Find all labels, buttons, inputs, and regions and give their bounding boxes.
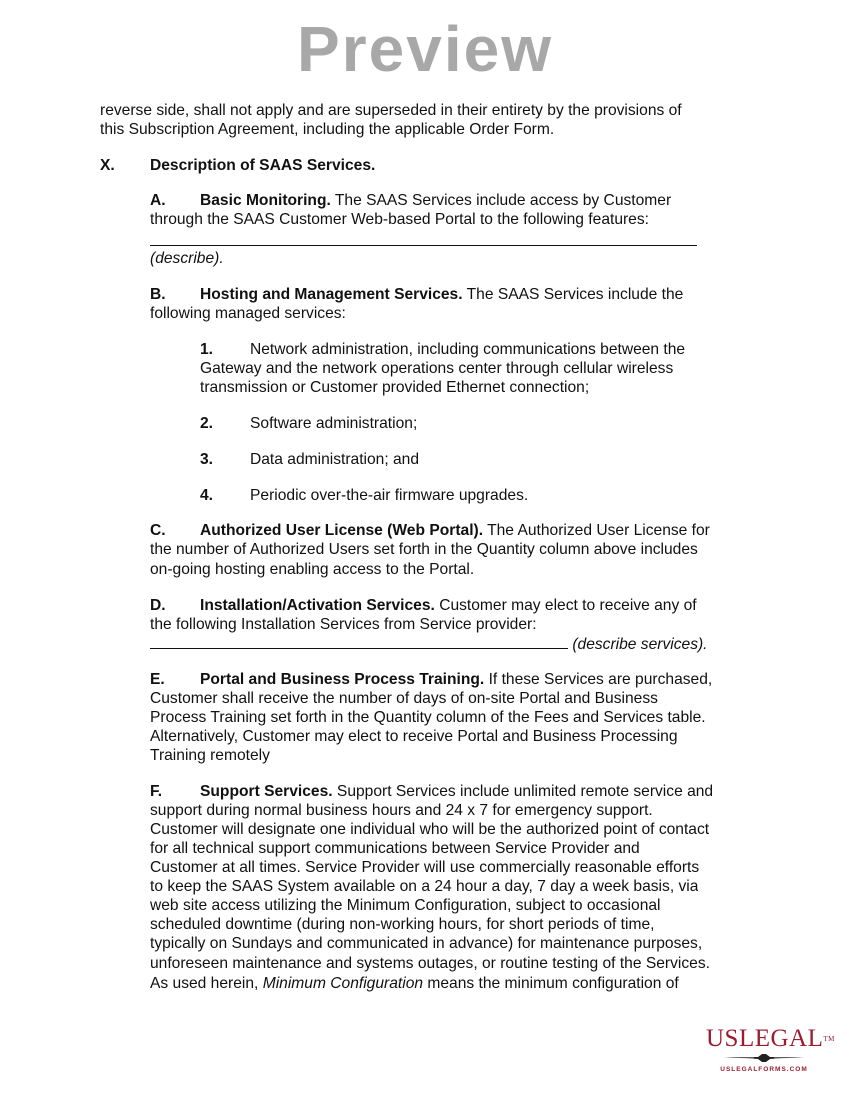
item-c-line-3: on-going hosting enabling access to the Portal.: [150, 561, 475, 578]
item-c-text: The Authorized User License for: [483, 522, 710, 539]
sub-item-4: [200, 486, 528, 505]
item-e-heading: Portal and Business Process Training.: [200, 671, 485, 688]
item-d-describe: (describe services).: [568, 636, 708, 653]
item-f-line-3: Customer will designate one individual who will be the authorized point of contact: [150, 821, 710, 838]
sub-item-3-number: 3.: [200, 451, 214, 468]
eagle-icon: [724, 1053, 804, 1063]
logo-wordmark: [706, 1025, 835, 1052]
item-b-letter: B.: [150, 286, 166, 303]
item-f-heading: Support Services.: [200, 783, 333, 800]
item-f-text: Support Services include unlimited remote service and: [332, 783, 714, 800]
item-a-line-2: through the SAAS Customer Web-based Portal to the following features:: [150, 211, 649, 228]
item-f-letter: F.: [150, 783, 163, 800]
item-f-line-10: unforeseen maintenance and systems outages, or routine testing of the Services.: [150, 955, 710, 972]
item-f-line-11: [150, 974, 679, 993]
sub-item-4-text: Periodic over-the-air firmware upgrades.: [250, 487, 529, 504]
uslegal-logo[interactable]: [706, 1025, 835, 1074]
sub-item-3-text: Data administration; and: [250, 451, 420, 468]
item-a-heading: Basic Monitoring.: [200, 192, 331, 209]
item-b-text: The SAAS Services include the: [462, 286, 684, 303]
sub-item-1-line-2: Gateway and the network operations center through cellular wireless: [200, 360, 674, 377]
item-d-line-1: [150, 596, 697, 615]
intro-line-2: this Subscription Agreement, including the applicable Order Form.: [100, 121, 555, 138]
item-e-line-3: Process Training set forth in the Quantity column of the Fees and Services table.: [150, 709, 706, 726]
item-a-text: The SAAS Services include access by Customer: [330, 192, 672, 209]
item-a-blank-line: [150, 233, 697, 246]
item-f-last-pre: As used herein,: [150, 975, 263, 992]
sub-item-2-text: Software administration;: [250, 415, 418, 432]
item-f-line-4: for all technical support communications between Service Provider and: [150, 840, 640, 857]
item-c-heading: Authorized User License (Web Portal).: [200, 522, 484, 539]
logo-tm: TM: [823, 1035, 835, 1043]
sub-item-1-number: 1.: [200, 341, 214, 358]
sub-item-2: [200, 414, 417, 433]
item-e-line-4: Alternatively, Customer may elect to receive Portal and Business Processing: [150, 728, 678, 745]
item-e-text: If these Services are purchased,: [484, 671, 713, 688]
item-f-defined-term: Minimum Configuration: [262, 975, 424, 992]
item-d-letter: D.: [150, 597, 166, 614]
section-number: X.: [100, 157, 115, 174]
preview-watermark: Preview: [297, 14, 553, 84]
sub-item-3: [200, 450, 419, 469]
logo-brand: USLEGAL: [706, 1025, 824, 1052]
item-f-line-1: [150, 782, 713, 801]
item-f-line-7: web site access utilizing the Minimum Configuration, subject to occasional: [150, 897, 661, 914]
item-b-line-1: [150, 285, 683, 304]
item-f-line-9: typically on Sundays and communicated in advance) for maintenance purposes,: [150, 935, 703, 952]
sub-item-1: [200, 340, 685, 359]
item-f-line-5: Customer at all times. Service Provider will use commercially reasonable efforts: [150, 859, 700, 876]
item-d-blank-line: [150, 634, 568, 649]
item-d-heading: Installation/Activation Services.: [200, 597, 435, 614]
section-heading: [100, 156, 375, 175]
item-b-heading: Hosting and Management Services.: [200, 286, 463, 303]
logo-url[interactable]: USLEGALFORMS.COM: [720, 1066, 808, 1073]
item-e-line-5: Training remotely: [150, 747, 270, 764]
item-f-line-6: to keep the SAAS System available on a 24 hour a day, 7 day a week basis, via: [150, 878, 699, 895]
item-d-line-2: the following Installation Services from Service provider:: [150, 616, 537, 633]
item-a-describe: (describe).: [150, 250, 224, 267]
item-a-line-1: [150, 191, 671, 210]
item-e-letter: E.: [150, 671, 165, 688]
item-f-line-8: scheduled downtime (during non-working hours, for short periods of time,: [150, 916, 655, 933]
intro-line-1: reverse side, shall not apply and are superseded in their entirety by the provisions of: [100, 102, 682, 119]
item-a-letter: A.: [150, 192, 166, 209]
sub-item-2-number: 2.: [200, 415, 214, 432]
item-e-line-1: [150, 670, 712, 689]
item-d-text: Customer may elect to receive any of: [434, 597, 697, 614]
sub-item-1-text: Network administration, including communications between the: [250, 341, 686, 358]
section-title: Description of SAAS Services.: [150, 157, 376, 174]
item-c-line-1: [150, 521, 710, 540]
item-f-line-2: support during normal business hours and 24 x 7 for emergency support.: [150, 802, 653, 819]
item-f-last-post: means the minimum configuration of: [423, 975, 679, 992]
sub-item-4-number: 4.: [200, 487, 214, 504]
item-c-line-2: the number of Authorized Users set forth in the Quantity column above includes: [150, 541, 698, 558]
item-c-letter: C.: [150, 522, 166, 539]
item-e-line-2: Customer shall receive the number of days of on-site Portal and Business: [150, 690, 658, 707]
sub-item-1-line-3: transmission or Customer provided Ethernet connection;: [200, 379, 590, 396]
item-d-line-3: [150, 634, 708, 653]
item-b-line-2: following managed services:: [150, 305, 346, 322]
